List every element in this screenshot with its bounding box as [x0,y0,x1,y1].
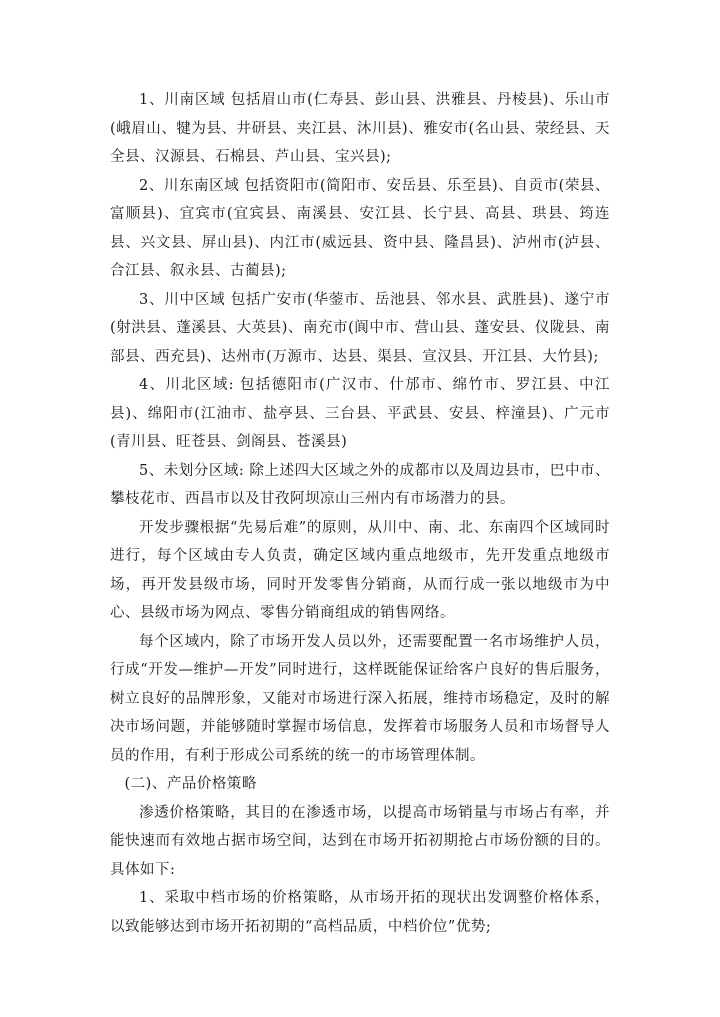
document-page [110,86,610,941]
section-heading-pricing: (二)、产品价格策略 [124,776,257,792]
paragraph-penetration-pricing: 渗透价格策略，其目的在渗透市场，以提高市场销量与市场占有率，并能快速而有效地占据市场空间，达到在市场开拓初期抢占市场份额的目的。具体如下: [110,804,610,878]
paragraph-region-central: 3、川中区域 包括广安市(华蓥市、岳池县、邻水县、武胜县)、遂宁市(射洪县、蓬溪县、大英县)、南充市(阆中市、营山县、蓬安县、仪陇县、南部县、西充县)、达州市(万源市、达县、渠县、宣汉县、开江县、大竹县); [110,291,610,365]
paragraph-maintenance-staff: 每个区域内，除了市场开发人员以外，还需要配置一名市场维护人员，行成“开发—维护—开发”同时进行，这样既能保证给客户良好的售后服务，树立良好的品牌形象，又能对市场进行深入拓展，维持市场稳定，及时的解决市场问题，并能够随时掌握市场信息，发挥着市场服务人员和市场督导人员的作用，有利于形成公司系统的统一的市场管理体制。 [110,633,610,764]
paragraph-mid-price-strategy: 1、采取中档市场的价格策略，从市场开拓的现状出发调整价格体系，以致能够达到市场开拓初期的“高档品质，中档价位”优势; [110,890,610,935]
paragraph-region-southeast: 2、川东南区域 包括资阳市(简阳市、安岳县、乐至县)、自贡市(荣县、富顺县)、宜宾市(宜宾县、南溪县、安江县、长宁县、高县、珙县、筠连县、兴文县、屏山县)、内江市(威远县、资中县、隆昌县)、泸州市(泸县、合江县、叙永县、古蔺县); [110,177,610,279]
paragraph-region-south: 1、川南区域 包括眉山市(仁寿县、彭山县、洪雅县、丹棱县)、乐山市(峨眉山、犍为县、井研县、夹江县、沐川县)、雅安市(名山县、荥经县、天全县、汉源县、石棉县、芦山县、宝兴县); [110,92,610,165]
paragraph-region-north: 4、川北区域: 包括德阳市(广汉市、什邡市、绵竹市、罗江县、中江县)、绵阳市(江油市、盐亭县、三台县、平武县、安县、梓潼县)、广元市(青川县、旺苍县、剑阁县、苍溪县) [110,377,610,450]
paragraph-development-steps: 开发步骤根据“先易后难”的原则，从川中、南、北、东南四个区域同时进行，每个区域由专人负责，确定区域内重点地级市，先开发重点地级市场，再开发县级市场，同时开发零售分销商，从而行成一张以地级市为中心、县级市场为网点、零售分销商组成的销售网络。 [110,519,610,621]
paragraph-region-unassigned: 5、未划分区域: 除上述四大区域之外的成都市以及周边县市，巴中市、攀枝花市、西昌市以及甘孜阿坝凉山三州内有市场潜力的县。 [110,462,610,507]
